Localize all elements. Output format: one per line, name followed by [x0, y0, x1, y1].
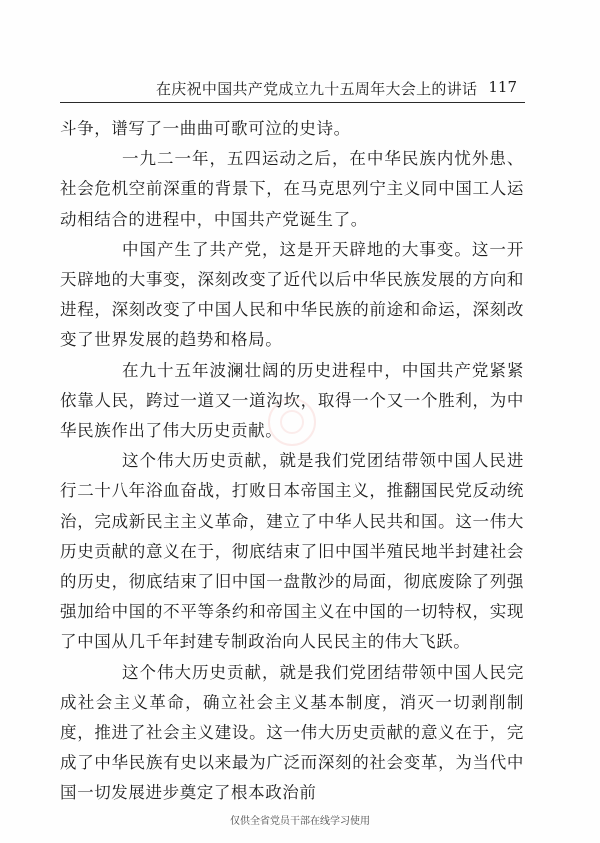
running-header — [60, 72, 525, 103]
page-number: 117 — [488, 78, 517, 96]
body-text — [60, 114, 524, 809]
paragraph: 斗争，谱写了一曲曲可歌可泣的史诗。 — [60, 119, 351, 138]
header-title: 在庆祝中国共产党成立九十五周年大会上的讲话 — [156, 80, 478, 98]
paragraph: 一九二一年，五四运动之后，在中华民族内忧外患、社会危机空前深重的背景下，在马克思列宁主义同中国工人运动相结合的进程中，中国共产党诞生了。 — [60, 149, 524, 229]
paragraph: 这个伟大历史贡献，就是我们党团结带领中国人民完成社会主义革命，确立社会主义基本制度，消灭一切剥削制度，推进了社会主义建设。这一伟大历史贡献的意义在于，完成了中华民族有史以来最为广泛而深刻的社会变革，为当代中国一切发展进步奠定了根本政治前 — [60, 662, 524, 803]
paragraph: 中国产生了共产党，这是开天辟地的大事变。这一开天辟地的大事变，深刻改变了近代以后中华民族发展的方向和进程，深刻改变了中国人民和中华民族的前途和命运，深刻改变了世界发展的趋势和格局。 — [60, 239, 524, 350]
footer-note: 仅供全省党员干部在线学习使用 — [230, 816, 370, 827]
paragraph: 在九十五年波澜壮阔的历史进程中，中国共产党紧紧依靠人民，跨过一道又一道沟坎，取得一个又一个胜利，为中华民族作出了伟大历史贡献。 — [60, 360, 524, 441]
paragraph: 这个伟大历史贡献，就是我们党团结带领中国人民进行二十八年浴血奋战，打败日本帝国主义，推翻国民党反动统治，完成新民主主义革命，建立了中华人民共和国。这一伟大历史贡献的意义在于，彻底结束了旧中国半殖民地半封建社会的历史，彻底结束了旧中国一盘散沙的局面，彻底废除了列强强加给中国的不平等条约和帝国主义在中国的一切特权，实现了中国从几千年封建专制政治向人民民主的伟大飞跃。 — [60, 451, 524, 652]
